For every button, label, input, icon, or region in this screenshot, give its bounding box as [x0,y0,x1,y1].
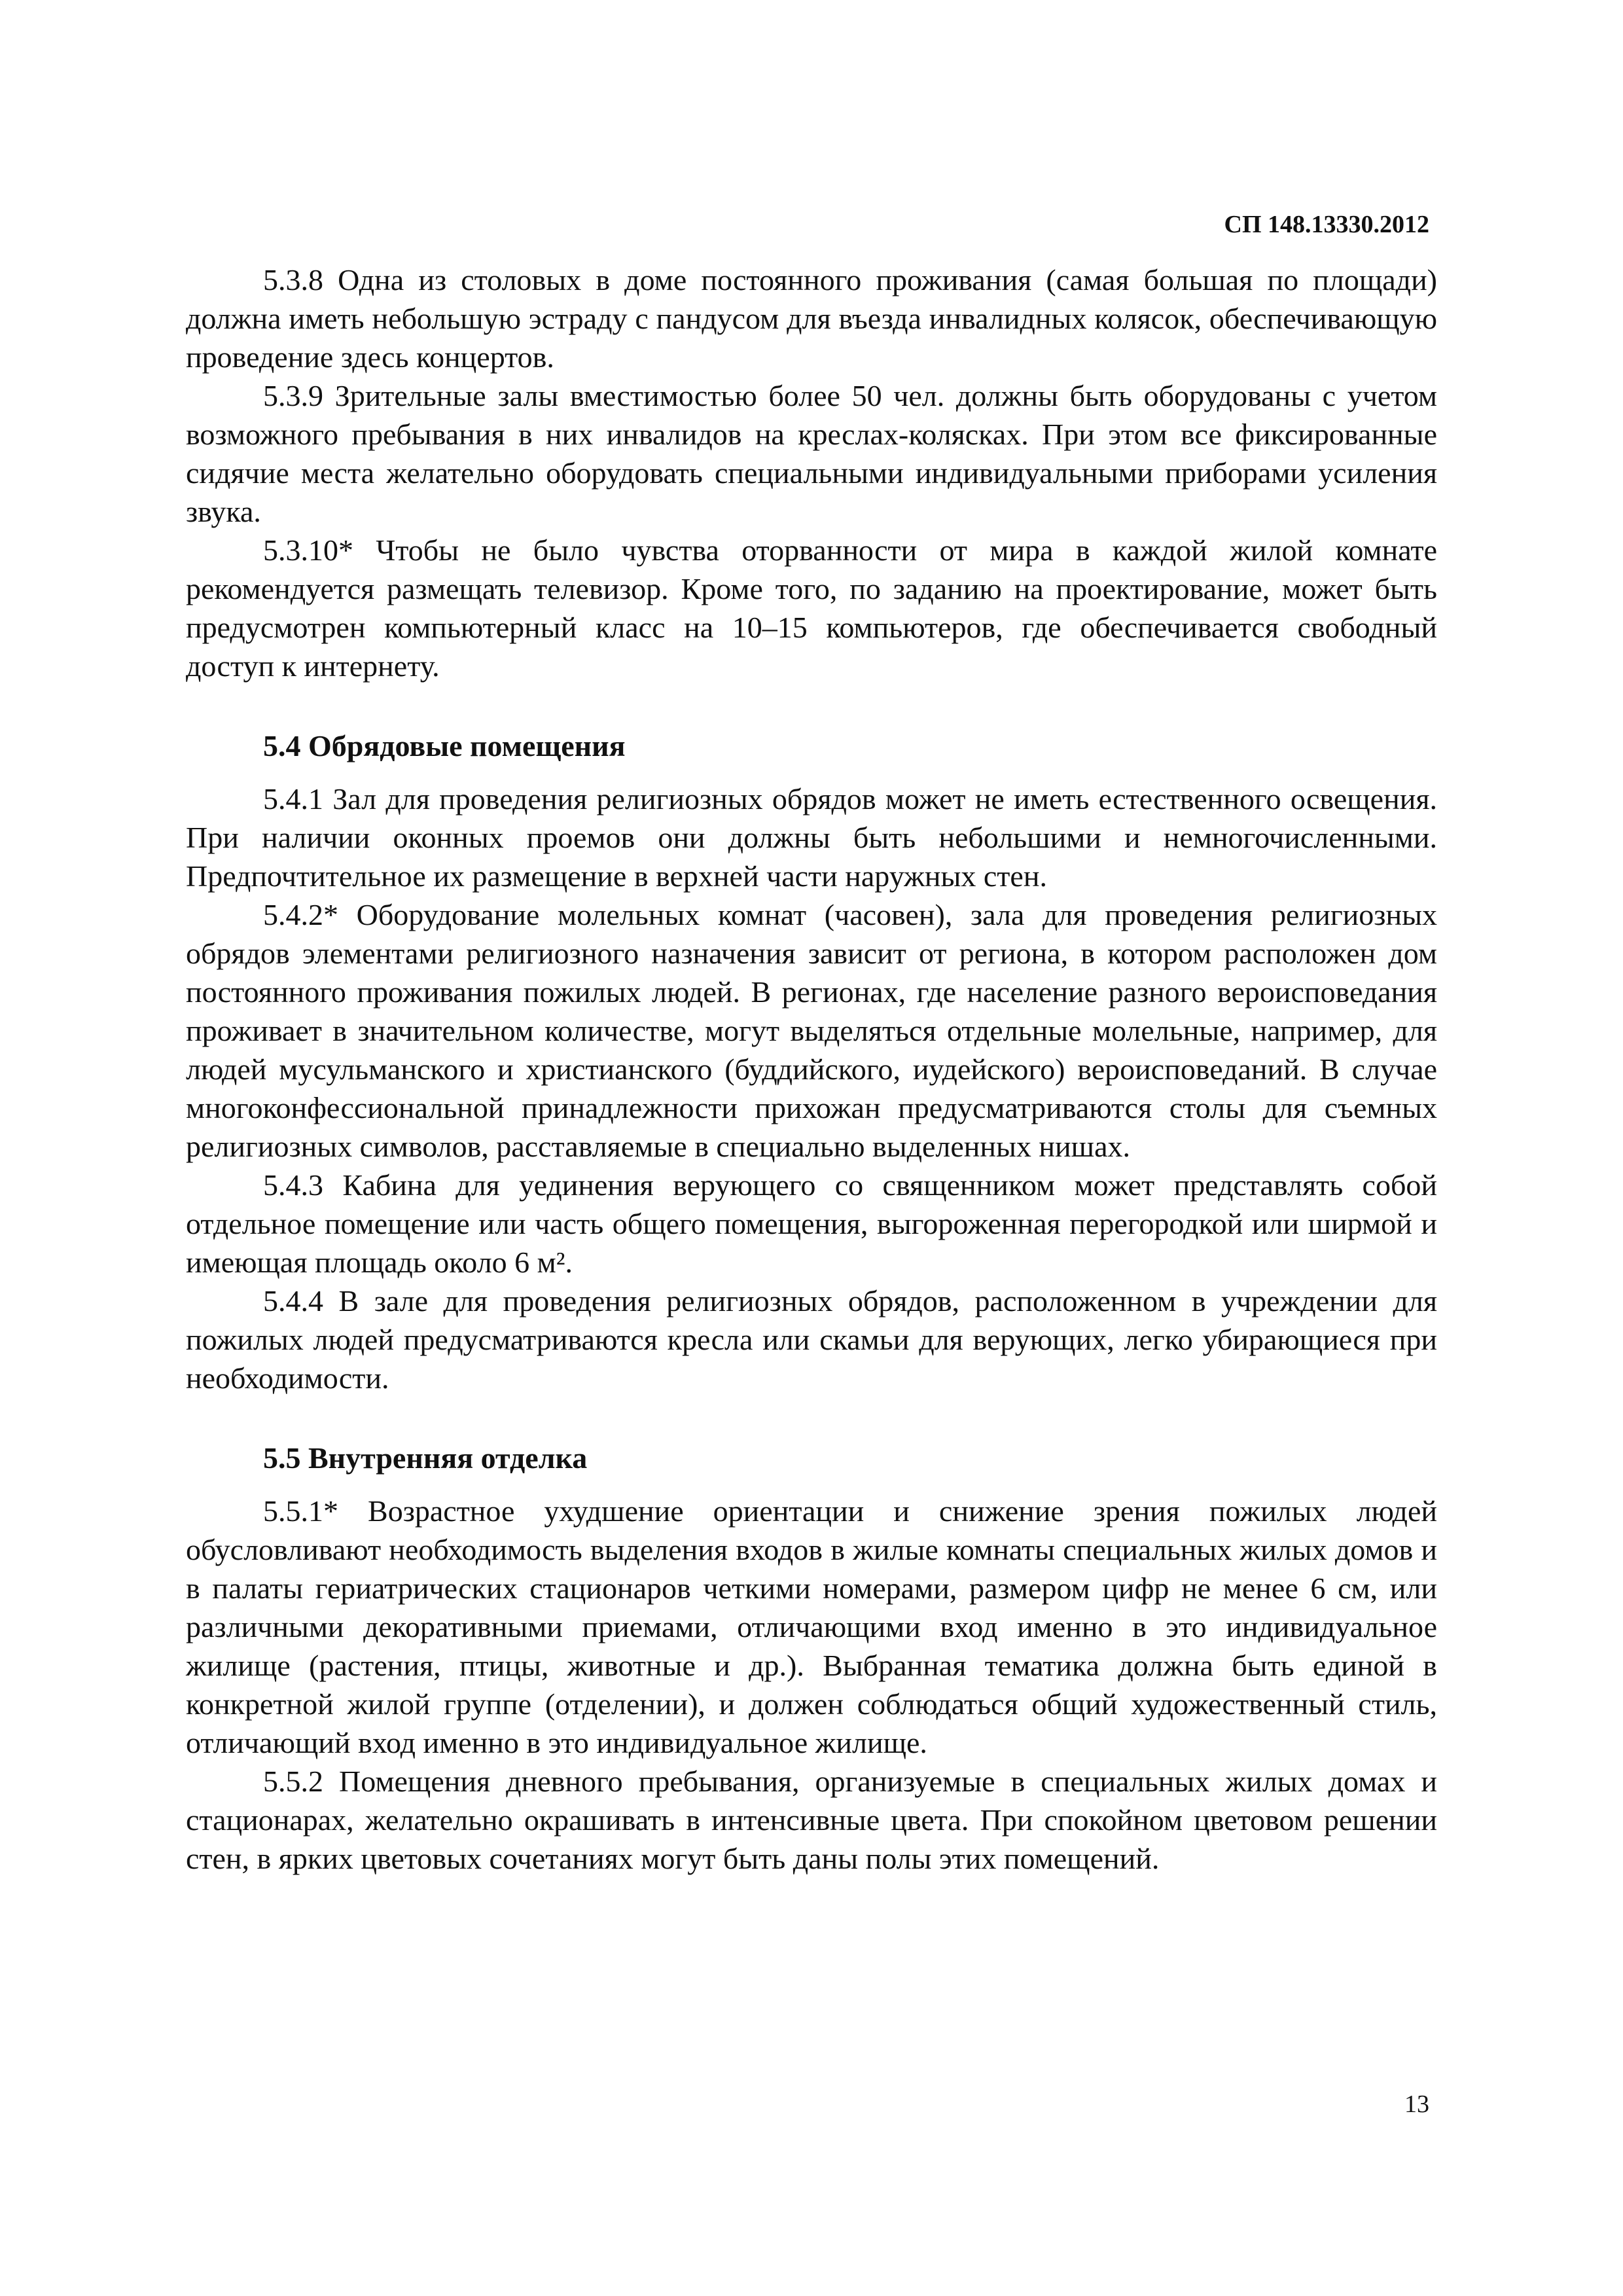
paragraph-5-5-1: 5.5.1* Возрастное ухудшение ориентации и снижение зрения пожилых людей обусловливают необходимость выделения входов в жилые комнаты специальных жилых домов и в палаты гериатрических стационаров четкими номерами, размером цифр не менее 6 см, или различными декоративными приемами, отличающими вход именно в это индивидуальное жилище (растения, птицы, животные и др.). Выбранная тематика должна быть единой в конкретной жилой группе (отделении), и должен соблюдаться общий художественный стиль, отличающий вход именно в это индивидуальное жилище. [186,1494,1437,1759]
paragraph-5-3-8: 5.3.8 Одна из столовых в доме постоянного проживания (самая большая по площади) должна иметь небольшую эстраду с пандусом для въезда инвалидных колясок, обеспечивающую проведение здесь концертов. [186,263,1437,374]
section-5-3 [186,260,1437,685]
paragraph-5-4-1: 5.4.1 Зал для проведения религиозных обрядов может не иметь естественного освещения. При наличии оконных проемов они должны быть небольшими и немногочисленными. Предпочтительное их размещение в верхней части наружных стен. [186,782,1437,893]
document-code: СП 148.13330.2012 [1224,211,1429,238]
section-5-4 [186,726,1437,1397]
paragraph-5-5-2: 5.5.2 Помещения дневного пребывания, организуемые в специальных жилых домах и стационарах, желательно окрашивать в интенсивные цвета. При спокойном цветовом решении стен, в ярких цветовых сочетаниях могут быть даны полы этих помещений. [186,1765,1437,1875]
section-heading-5-5: 5.5 Внутренняя отделка [263,1441,588,1475]
page-number: 13 [1404,2090,1429,2118]
paragraph-5-4-3: 5.4.3 Кабина для уединения верующего со священником может представлять собой отдельное помещение или часть общего помещения, выгороженная перегородкой или ширмой и имеющая площадь около 6 м². [186,1168,1437,1279]
paragraph-5-4-4: 5.4.4 В зале для проведения религиозных обрядов, расположенном в учреждении для пожилых людей предусматриваются кресла или скамьи для верующих, легко убирающиеся при необходимости. [186,1284,1437,1395]
section-5-5 [186,1439,1437,1878]
section-heading-5-4: 5.4 Обрядовые помещения [263,729,626,762]
paragraph-5-3-9: 5.3.9 Зрительные залы вместимостью более 50 чел. должны быть оборудованы с учетом возможного пребывания в них инвалидов на креслах-колясках. При этом все фиксированные сидячие места желательно оборудовать специальными индивидуальными приборами усиления звука. [186,379,1437,528]
document-body [186,260,1437,1878]
paragraph-5-3-10: 5.3.10* Чтобы не было чувства оторванности от мира в каждой жилой комнате рекомендуется размещать телевизор. Кроме того, по заданию на проектирование, может быть предусмотрен компьютерный класс на 10–15 компьютеров, где обеспечивается свободный доступ к интернету. [186,533,1437,683]
paragraph-5-4-2: 5.4.2* Оборудование молельных комнат (часовен), зала для проведения религиозных обрядов элементами религиозного назначения зависит от региона, в котором расположен дом постоянного проживания пожилых людей. В регионах, где население разного вероисповедания проживает в значительном количестве, могут выделяться отдельные молельные, например, для людей мусульманского и христианского (буддийского, иудейского) вероисповеданий. В случае многоконфессиональной принадлежности прихожан предусматриваются столы для съемных религиозных символов, расставляемые в специально выделенных нишах. [186,898,1437,1163]
